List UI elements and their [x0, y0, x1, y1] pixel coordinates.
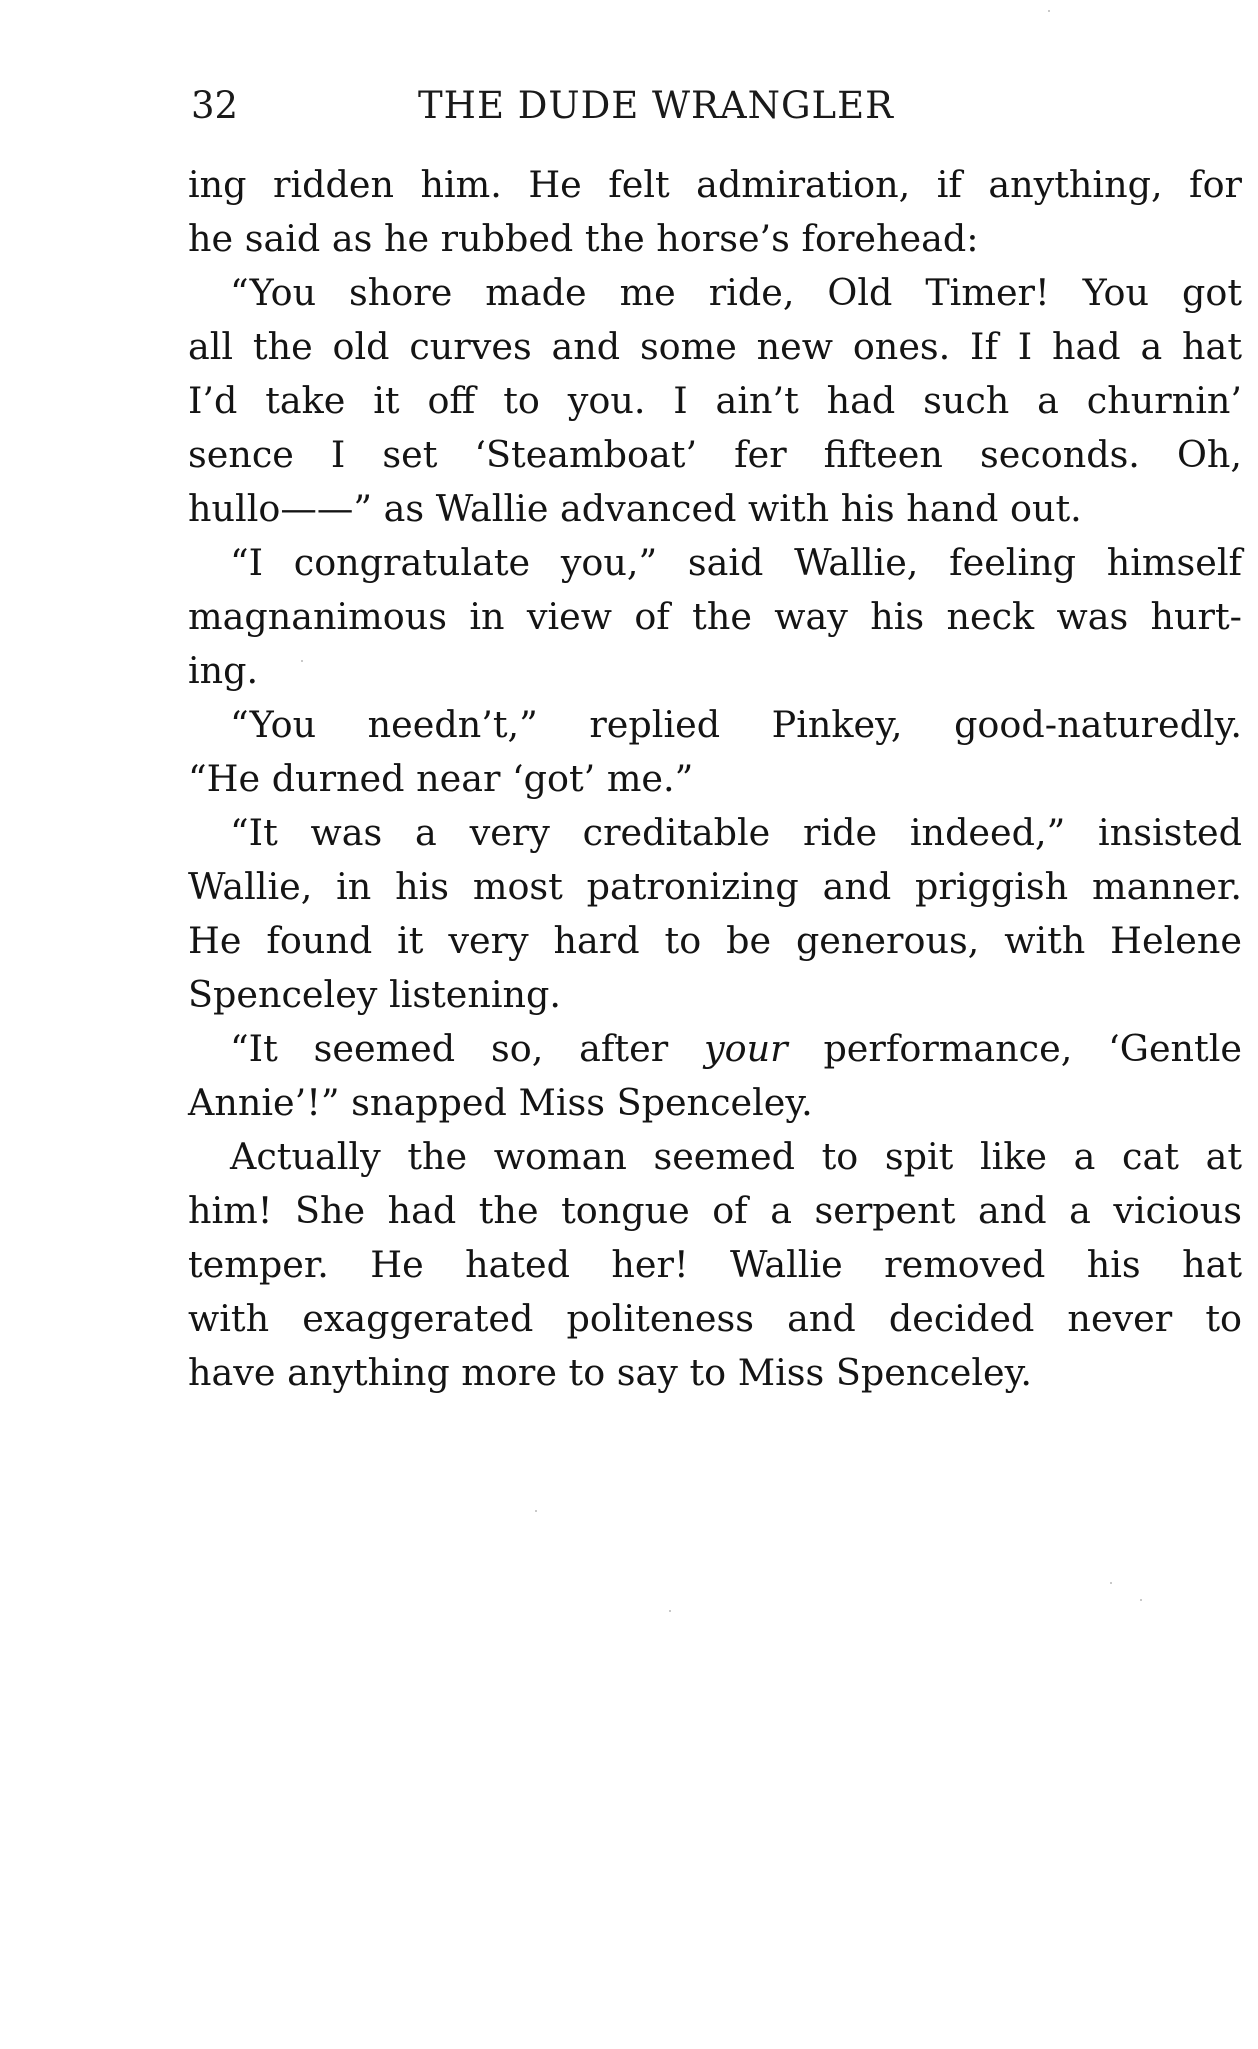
text-line: Actually the woman seemed to spit like a cat at: [230, 1135, 1242, 1178]
page-number: 32: [191, 84, 239, 127]
paper-speck: [669, 1610, 671, 1612]
text-line: all the old curves and some new ones. If I had a hat: [188, 325, 1242, 368]
text-line: he said as he rubbed the horse’s forehead:: [188, 217, 979, 260]
emphasized-word: your: [704, 1027, 788, 1070]
text-line: hullo——” as Wallie advanced with his hand out.: [188, 487, 1082, 530]
text-line: sence I set ‘Steamboat’ fer fifteen seconds. Oh,: [188, 433, 1242, 476]
text-line: ing ridden him. He felt admiration, if anything, for: [188, 163, 1242, 206]
text-line: [188, 1022, 1242, 1076]
paper-speck: [535, 1510, 537, 1512]
text-line: I’d take it off to you. I ain’t had such a churnin’: [188, 379, 1242, 422]
text-run: “It seemed so, after: [230, 1027, 705, 1070]
paper-speck: [1110, 1582, 1112, 1584]
text-line: magnanimous in view of the way his neck was hurt-: [188, 595, 1242, 638]
text-line: “You needn’t,” replied Pinkey, good-naturedly.: [230, 703, 1242, 746]
paper-speck: [301, 660, 303, 662]
text-line: have anything more to say to Miss Spenceley.: [188, 1351, 1033, 1394]
text-line: Annie’!” snapped Miss Spenceley.: [188, 1081, 813, 1124]
page-header: [191, 78, 1245, 134]
body-text: [188, 158, 1242, 1400]
text-line: “It was a very creditable ride indeed,” insisted: [230, 811, 1242, 854]
text-line: temper. He hated her! Wallie removed his hat: [188, 1243, 1242, 1286]
paper-speck: [1140, 1599, 1142, 1601]
text-line: “I congratulate you,” said Wallie, feeling himself: [230, 541, 1242, 584]
text-run: performance, ‘Gentle: [787, 1027, 1242, 1070]
text-line: “You shore made me ride, Old Timer! You got: [230, 271, 1242, 314]
paper-speck: [1048, 10, 1050, 12]
text-line: “He durned near ‘got’ me.”: [188, 757, 694, 800]
text-line: him! She had the tongue of a serpent and a vicious: [188, 1189, 1242, 1232]
text-line: Spenceley listening.: [188, 973, 562, 1016]
text-line: with exaggerated politeness and decided never to: [188, 1297, 1242, 1340]
text-line: ing.: [188, 649, 259, 692]
text-line: He found it very hard to be generous, with Helene: [188, 919, 1242, 962]
text-line: Wallie, in his most patronizing and priggish manner.: [188, 865, 1242, 908]
running-head: THE DUDE WRANGLER: [418, 84, 894, 127]
